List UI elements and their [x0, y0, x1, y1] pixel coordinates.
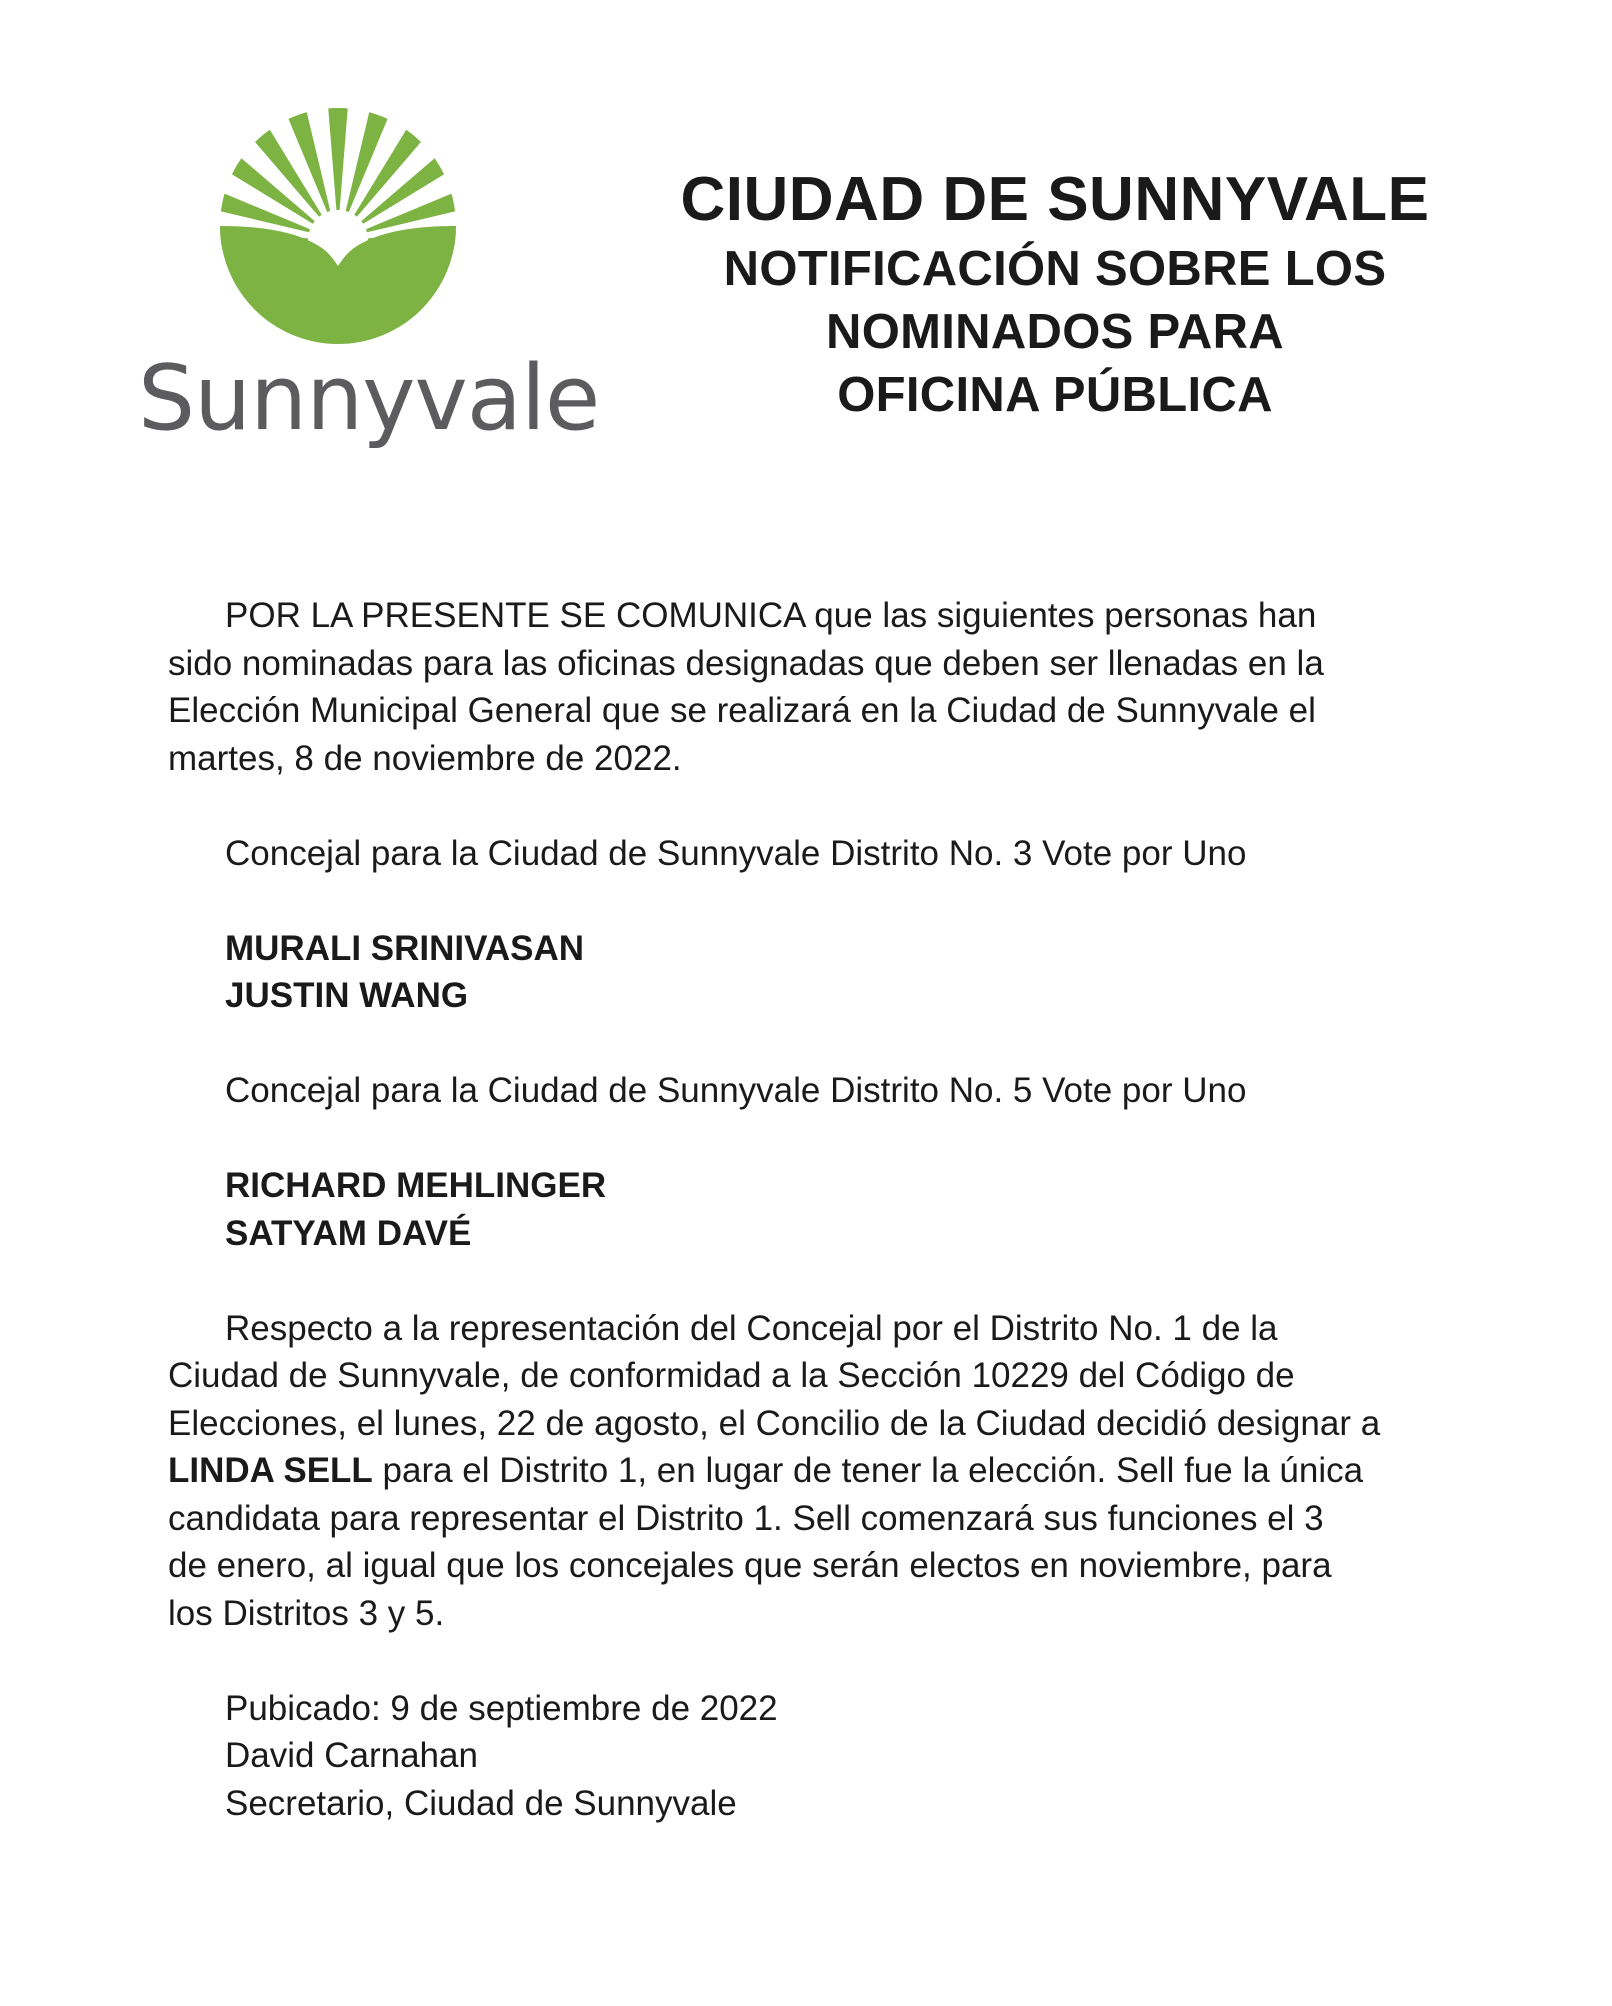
- signer-name: David Carnahan: [225, 1736, 478, 1775]
- subtitle-line: NOTIFICACIÓN SOBRE LOS: [723, 242, 1387, 296]
- intro-line: POR LA PRESENTE SE COMUNICA que las siguientes personas han: [225, 596, 1317, 635]
- subtitle-line: OFICINA PÚBLICA: [837, 368, 1273, 422]
- sunburst-logo-icon: [220, 108, 456, 344]
- district1-line: Elecciones, el lunes, 22 de agosto, el Concilio de la Ciudad decidió designar a: [168, 1403, 1381, 1443]
- notice-header: [640, 162, 1470, 427]
- race-office: Concejal para la Ciudad de Sunnyvale Distrito No. 5 Vote por Uno: [225, 1071, 1247, 1110]
- page-title: CIUDAD DE SUNNYVALE: [680, 165, 1430, 234]
- notice-body: [168, 592, 1504, 1827]
- district1-line: [168, 1447, 1504, 1495]
- sun-ray: [327, 108, 349, 210]
- intro-line: sido nominadas para las oficinas designadas que deben ser llenadas en la: [168, 643, 1324, 683]
- signer-title: Secretario, Ciudad de Sunnyvale: [225, 1783, 737, 1823]
- candidate-name: SATYAM DAVÉ: [225, 1213, 472, 1253]
- race-office: Concejal para la Ciudad de Sunnyvale Distrito No. 3 Vote por Uno: [225, 833, 1247, 873]
- candidate-list: [168, 1162, 1504, 1257]
- sunnyvale-logo: [138, 108, 600, 468]
- page-subtitle: [640, 238, 1470, 427]
- candidate-name: MURALI SRINIVASAN: [225, 928, 585, 968]
- district1-line: candidata para representar el Distrito 1. Sell comenzará sus funciones el 3: [168, 1498, 1324, 1538]
- candidate-list: [168, 925, 1504, 1020]
- district1-line: Ciudad de Sunnyvale, de conformidad a la Sección 10229 del Código de: [168, 1356, 1295, 1395]
- appointee-name: LINDA SELL: [168, 1451, 373, 1490]
- intro-line: martes, 8 de noviembre de 2022.: [168, 738, 682, 778]
- district1-line-text: para el Distrito 1, en lugar de tener la elección. Sell fue la única: [372, 1451, 1364, 1490]
- district1-line: Respecto a la representación del Concejal por el Distrito No. 1 de la: [225, 1308, 1278, 1348]
- intro-paragraph: [168, 592, 1504, 782]
- candidate-name: RICHARD MEHLINGER: [225, 1166, 607, 1205]
- subtitle-line: NOMINADOS PARA: [826, 305, 1284, 359]
- district1-paragraph: [168, 1305, 1504, 1638]
- district1-line: de enero, al igual que los concejales que serán electos en noviembre, para: [168, 1546, 1332, 1585]
- intro-line: Elección Municipal General que se realizará en la Ciudad de Sunnyvale el: [168, 691, 1316, 730]
- logo-wordmark: Sunnyvale: [138, 346, 600, 451]
- district1-line: los Distritos 3 y 5.: [168, 1593, 445, 1633]
- published-date: Pubicado: 9 de septiembre de 2022: [225, 1688, 778, 1728]
- candidate-name: JUSTIN WANG: [225, 976, 469, 1015]
- signature-block: [168, 1685, 1504, 1828]
